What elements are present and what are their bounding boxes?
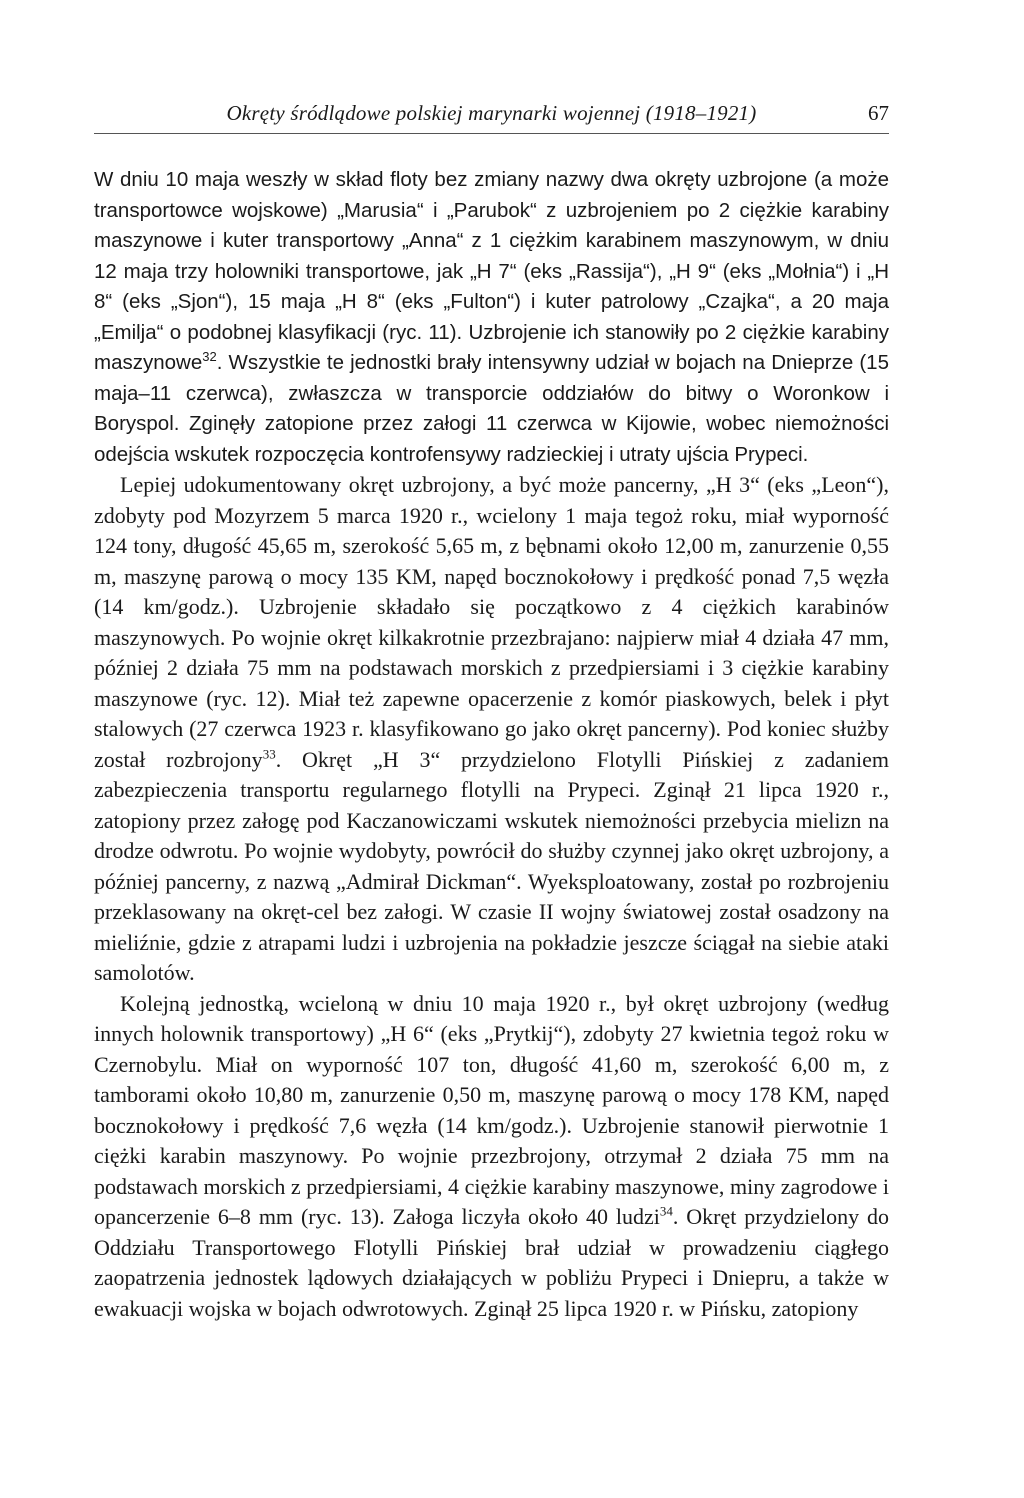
paragraph-2 xyxy=(94,470,889,989)
paragraph-1-text-b: . Wszystkie te jednostki brały intensywny udział w bojach na Dnieprze (15 maja–11 czerwca), zwłaszcza w transporcie oddziałów do bitwy o Woronkow i Boryspol. Zginęły zatopione przez załogi 11 czerwca w Kijowie, wobec niemożności odejścia wskutek rozpoczęcia kontrofensywy radzieckiej i utraty ujścia Prypeci. xyxy=(94,351,889,466)
footnote-ref-34: 34 xyxy=(659,1203,673,1219)
page-number: 67 xyxy=(868,101,889,125)
paragraph-3 xyxy=(94,989,889,1325)
running-title: Okręty śródlądowe polskiej marynarki wojennej (1918–1921) xyxy=(226,101,757,125)
body-text xyxy=(94,165,889,1324)
running-header xyxy=(94,97,889,134)
paragraph-2-text-a: Lepiej udokumentowany okręt uzbrojony, a być może pancerny, „H 3“ (eks „Leon“), zdobyty pod Mozyrzem 5 marca 1920 r., wcielony 1 maja tegoż roku, miał wyporność 124 tony, długość 45,65 m, szerokość 5,65 m, z bębnami około 12,00 m, zanurzenie 0,55 m, maszynę parową o mocy 135 KM, napęd bocznokołowy i prędkość ponad 7,5 węzła (14 km/godz.). Uzbrojenie składało się początkowo z 4 ciężkich karabinów maszynowych. Po wojnie okręt kilkakrotnie przezbrajano: najpierw miał 4 działa 47 mm, później 2 działa 75 mm na podstawach morskich z przedpiersiami i 3 ciężkie karabiny maszynowe (ryc. 12). Miał też zapewne opacerzenie z komór piaskowych, belek i płyt stalowych (27 czerwca 1923 r. klasyfikowano go jako okręt pancerny). Pod koniec służby został rozbrojony xyxy=(94,472,889,772)
footnote-ref-32: 32 xyxy=(202,349,217,365)
paragraph-3-text-a: Kolejną jednostką, wcieloną w dniu 10 maja 1920 r., był okręt uzbrojony (według innych holownik transportowy) „H 6“ (eks „Prytkij“), zdobyty 27 kwietnia tegoż roku w Czernobylu. Miał on wyporność 107 ton, długość 41,60 m, szerokość 6,00 m, z tamborami około 10,80 m, zanurzenie 0,50 m, maszynę parową o mocy 178 KM, napęd bocznokołowy i prędkość 7,6 węzła (14 km/godz.). Uzbrojenie stanowił pierwotnie 1 ciężki karabin maszynowy. Po wojnie przezbrojony, otrzymał 2 działa 75 mm na podstawach morskich z przedpiersiami, 4 ciężkie karabiny maszynowe, miny zagrodowe i opancerzenie 6–8 mm (ryc. 13). Załoga liczyła około 40 ludzi xyxy=(94,990,889,1229)
paragraph-2-text-b: . Okręt „H 3“ przydzielono Flotylli Pińskiej z zadaniem zabezpieczenia transportu regularnego flotylli na Prypeci. Zginął 21 lipca 1920 r., zatopiony przez załogę pod Kaczanowiczami wskutek niemożności przebycia mielizn na drodze odwrotu. Po wojnie wydobyty, powrócił do służby czynnej jako okręt uzbrojony, a później pancerny, z nazwą „Admirał Dickman“. Wyeksploatowany, został po rozbrojeniu przeklasowany na okręt-cel bez załogi. W czasie II wojny światowej został osadzony na mieliźnie, gdzie z atrapami ludzi i uzbrojenia na pokładzie jeszcze ściągał na siebie ataki samolotów. xyxy=(94,746,889,985)
paragraph-1 xyxy=(94,165,889,470)
paragraph-1-text-a: W dniu 10 maja weszły w skład floty bez zmiany nazwy dwa okręty uzbrojone (a może transportowce wojskowe) „Marusia“ i „Parubok“ z uzbrojeniem po 2 ciężkie karabiny maszynowe i kuter transportowy „Anna“ z 1 ciężkim karabinem maszynowym, w dniu 12 maja trzy holowniki transportowe, jak „H 7“ (eks „Rassija“), „H 9“ (eks „Mołnia“) i „H 8“ (eks „Sjon“), 15 maja „H 8“ (eks „Fulton“) i kuter patrolowy „Czajka“, a 20 maja „Emilja“ o podobnej klasyfikacji (ryc. 11). Uzbrojenie ich stanowiły po 2 ciężkie karabiny maszynowe xyxy=(94,168,889,374)
footnote-ref-33: 33 xyxy=(262,746,276,762)
paragraph-3-text-b: . Okręt przydzielony do Oddziału Transportowego Flotylli Pińskiej brał udział w prowadzeniu ciągłego zaopatrzenia jednostek lądowych działających w pobliżu Prypeci i Dniepru, a także w ewakuacji wojska w bojach odwrotowych. Zginął 25 lipca 1920 r. w Pińsku, zatopiony xyxy=(94,1204,889,1321)
